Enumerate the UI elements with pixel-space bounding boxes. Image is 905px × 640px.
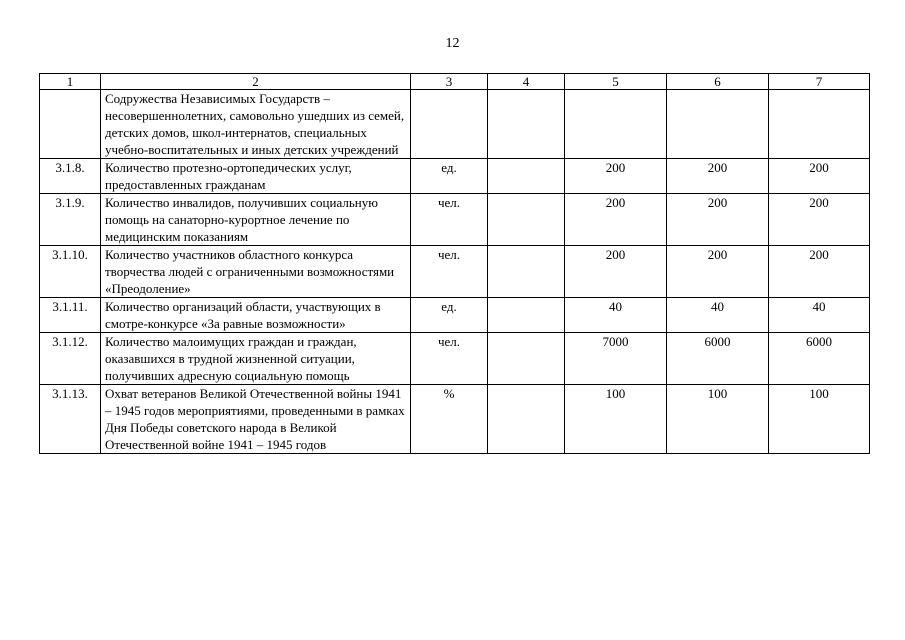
row-description: Количество инвалидов, получивших социальную помощь на санаторно-курортное лечение по медицинским показаниям (101, 194, 411, 246)
row-number: 3.1.13. (40, 385, 101, 454)
table-row (40, 333, 870, 385)
row-description: Количество организаций области, участвующих в смотре-конкурсе «За равные возможности» (101, 298, 411, 333)
row-description: Охват ветеранов Великой Отечественной войны 1941 – 1945 годов мероприятиями, проведенными в рамках Дня Победы советского народа в Великой Отечественной войне 1941 – 1945 годов (101, 385, 411, 454)
row-number: 3.1.12. (40, 333, 101, 385)
row-col5: 100 (565, 385, 667, 454)
row-col4 (488, 333, 565, 385)
row-col5: 40 (565, 298, 667, 333)
header-cell-2: 2 (101, 74, 411, 90)
row-col7: 200 (769, 194, 870, 246)
row-col7: 200 (769, 246, 870, 298)
row-col5: 200 (565, 194, 667, 246)
row-description: Количество малоимущих граждан и граждан, оказавшихся в трудной жизненной ситуации, получивших адресную социальную помощь (101, 333, 411, 385)
page-number: 12 (445, 36, 460, 51)
row-unit (411, 90, 488, 159)
header-cell-3: 3 (411, 74, 488, 90)
row-number (40, 90, 101, 159)
row-description: Содружества Независимых Государств – несовершеннолетних, самовольно ушедших из семей, детских домов, школ-интернатов, специальных учебно-воспитательных и иных детских учреждений (101, 90, 411, 159)
table-row (40, 298, 870, 333)
row-col4 (488, 194, 565, 246)
row-description: Количество участников областного конкурса творчества людей с ограниченными возможностями «Преодоление» (101, 246, 411, 298)
row-col6: 100 (667, 385, 769, 454)
table-row (40, 194, 870, 246)
row-col7: 6000 (769, 333, 870, 385)
row-col6: 6000 (667, 333, 769, 385)
row-col4 (488, 385, 565, 454)
row-unit: чел. (411, 194, 488, 246)
row-col7 (769, 90, 870, 159)
table-row (40, 385, 870, 454)
row-col5: 200 (565, 159, 667, 194)
row-col4 (488, 246, 565, 298)
table-row (40, 159, 870, 194)
row-col7: 40 (769, 298, 870, 333)
row-unit: ед. (411, 159, 488, 194)
header-cell-1: 1 (40, 74, 101, 90)
row-col5: 200 (565, 246, 667, 298)
header-row (40, 74, 870, 90)
row-col4 (488, 90, 565, 159)
row-col5: 7000 (565, 333, 667, 385)
row-col6: 200 (667, 194, 769, 246)
row-col7: 100 (769, 385, 870, 454)
row-col7: 200 (769, 159, 870, 194)
row-number: 3.1.11. (40, 298, 101, 333)
indicators-table (39, 73, 870, 454)
row-col6: 200 (667, 246, 769, 298)
row-unit: % (411, 385, 488, 454)
row-number: 3.1.8. (40, 159, 101, 194)
row-unit: чел. (411, 333, 488, 385)
header-cell-6: 6 (667, 74, 769, 90)
row-col4 (488, 298, 565, 333)
row-col6: 40 (667, 298, 769, 333)
row-number: 3.1.10. (40, 246, 101, 298)
header-cell-7: 7 (769, 74, 870, 90)
row-unit: чел. (411, 246, 488, 298)
row-col6 (667, 90, 769, 159)
row-description: Количество протезно-ортопедических услуг, предоставленных гражданам (101, 159, 411, 194)
row-unit: ед. (411, 298, 488, 333)
header-cell-4: 4 (488, 74, 565, 90)
row-number: 3.1.9. (40, 194, 101, 246)
row-col4 (488, 159, 565, 194)
row-col5 (565, 90, 667, 159)
row-col6: 200 (667, 159, 769, 194)
table-row (40, 90, 870, 159)
table-row (40, 246, 870, 298)
header-cell-5: 5 (565, 74, 667, 90)
